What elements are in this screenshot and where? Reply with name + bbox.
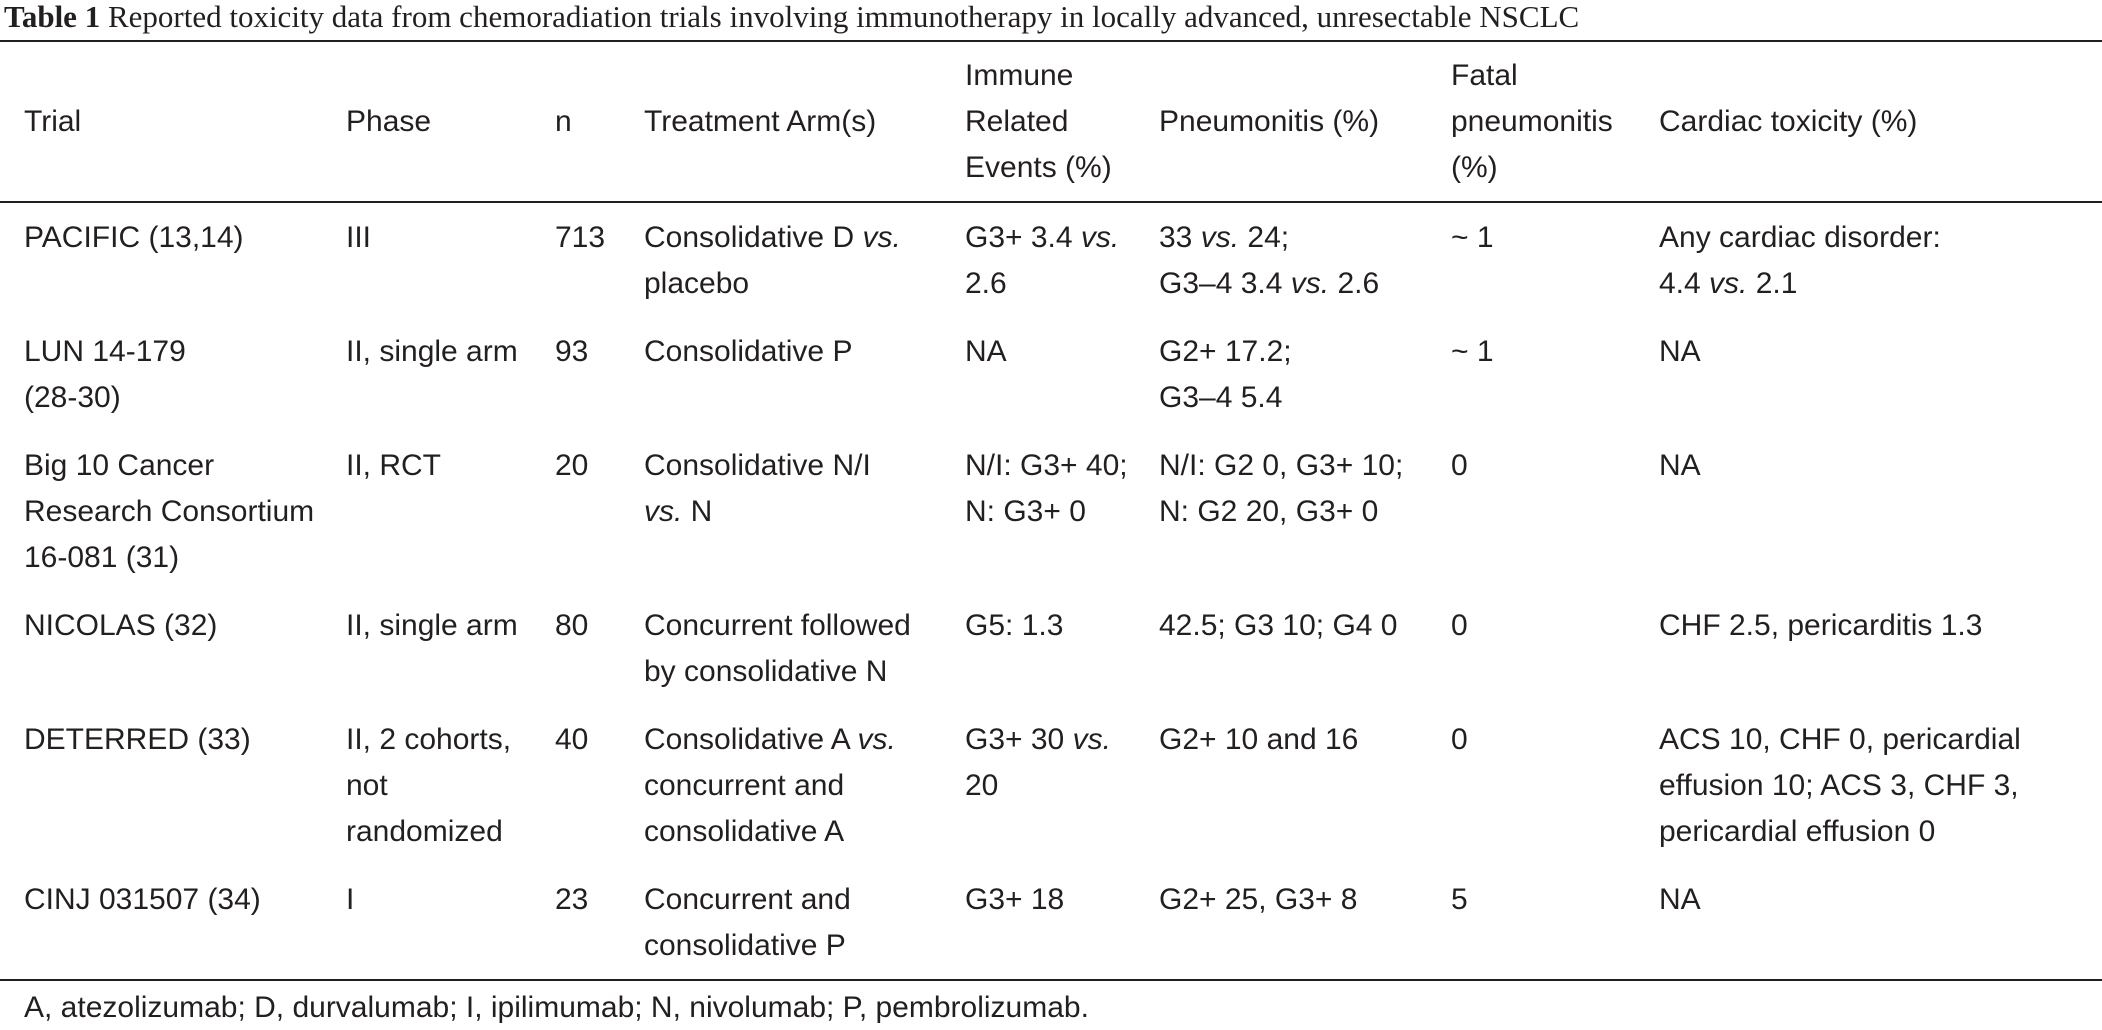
cell-phase: II, 2 cohorts, not randomized: [346, 723, 512, 848]
cell-pneumonitis: G2+ 10 and 16: [1159, 723, 1359, 756]
cell-pneumonitis: N/I: G2 0, G3+ 10; N: G2 20, G3+ 0: [1159, 449, 1404, 528]
header-immune: Immune Related Events (%): [965, 58, 1112, 184]
table-caption: [4, 0, 1579, 40]
table-row: [0, 443, 2102, 603]
cell-treatment: Concurrent and consolidative P: [644, 883, 851, 962]
header-row: [0, 42, 2102, 201]
cell-immune: G3+ 3.4 vs. 2.6: [965, 221, 1120, 300]
cell-trial: PACIFIC (13,14): [24, 221, 244, 254]
cell-treatment: Consolidative P: [644, 335, 853, 368]
cell-fatal: ~ 1: [1451, 335, 1494, 368]
header-pneumonitis: Pneumonitis (%): [1159, 104, 1380, 138]
cell-immune: G3+ 30 vs. 20: [965, 723, 1111, 802]
cell-n: 80: [555, 609, 589, 642]
cell-cardiac: CHF 2.5, pericarditis 1.3: [1659, 609, 1983, 642]
toxicity-table: [0, 42, 2102, 981]
cell-treatment: Consolidative D vs. placebo: [644, 221, 901, 300]
table-footnote: A, atezolizumab; D, durvalumab; I, ipilimumab; N, nivolumab; P, pembrolizumab.: [24, 991, 1089, 1024]
cell-cardiac: ACS 10, CHF 0, pericardial effusion 10; ACS 3, CHF 3, pericardial effusion 0: [1659, 723, 2021, 848]
cell-cardiac: NA: [1659, 335, 1701, 368]
cell-treatment: Consolidative A vs. concurrent and consolidative A: [644, 723, 896, 848]
cell-fatal: 0: [1451, 609, 1468, 642]
table-caption-label: Table 1: [4, 0, 101, 34]
cell-pneumonitis: G2+ 25, G3+ 8: [1159, 883, 1358, 916]
cell-n: 93: [555, 335, 589, 368]
cell-fatal: 5: [1451, 883, 1468, 916]
cell-immune: N/I: G3+ 40; N: G3+ 0: [965, 449, 1128, 528]
cell-n: 23: [555, 883, 589, 916]
cell-cardiac: NA: [1659, 449, 1701, 482]
cell-n: 40: [555, 723, 589, 756]
table-caption-text: Reported toxicity data from chemoradiation trials involving immunotherapy in locally advanced, unresectable NSCLC: [107, 0, 1580, 34]
header-n: n: [555, 104, 572, 138]
cell-immune: NA: [965, 335, 1007, 368]
cell-phase: III: [346, 221, 372, 254]
header-treatment: Treatment Arm(s): [644, 104, 877, 138]
cell-treatment: Concurrent followed by consolidative N: [644, 609, 911, 688]
cell-phase: II, RCT: [346, 449, 441, 482]
cell-cardiac: NA: [1659, 883, 1701, 916]
cell-immune: G5: 1.3: [965, 609, 1064, 642]
table-row: [0, 877, 2102, 981]
cell-pneumonitis: G2+ 17.2; G3–4 5.4: [1159, 335, 1292, 414]
cell-trial: NICOLAS (32): [24, 609, 218, 642]
table-row: [0, 329, 2102, 443]
cell-trial: DETERRED (33): [24, 723, 251, 756]
cell-fatal: 0: [1451, 449, 1468, 482]
table-row: [0, 603, 2102, 717]
header-fatal: Fatal pneumonitis (%): [1451, 58, 1613, 184]
cell-cardiac: Any cardiac disorder: 4.4 vs. 2.1: [1659, 221, 1941, 300]
cell-pneumonitis: 42.5; G3 10; G4 0: [1159, 609, 1398, 642]
header-phase: Phase: [346, 104, 432, 138]
cell-n: 20: [555, 449, 589, 482]
cell-phase: II, single arm: [346, 335, 518, 368]
cell-trial: Big 10 Cancer Research Consortium 16-081 (31): [24, 449, 315, 574]
header-trial: Trial: [24, 104, 82, 138]
table-row: [0, 201, 2102, 329]
cell-n: 713: [555, 221, 606, 254]
header-cardiac: Cardiac toxicity (%): [1659, 104, 1918, 138]
cell-pneumonitis: 33 vs. 24; G3–4 3.4 vs. 2.6: [1159, 221, 1380, 300]
cell-phase: I: [346, 883, 355, 916]
cell-immune: G3+ 18: [965, 883, 1065, 916]
cell-phase: II, single arm: [346, 609, 518, 642]
cell-treatment: Consolidative N/I vs. N: [644, 449, 871, 528]
table-row: [0, 717, 2102, 877]
cell-trial: LUN 14-179 (28-30): [24, 335, 186, 414]
cell-trial: CINJ 031507 (34): [24, 883, 261, 916]
cell-fatal: ~ 1: [1451, 221, 1494, 254]
cell-fatal: 0: [1451, 723, 1468, 756]
